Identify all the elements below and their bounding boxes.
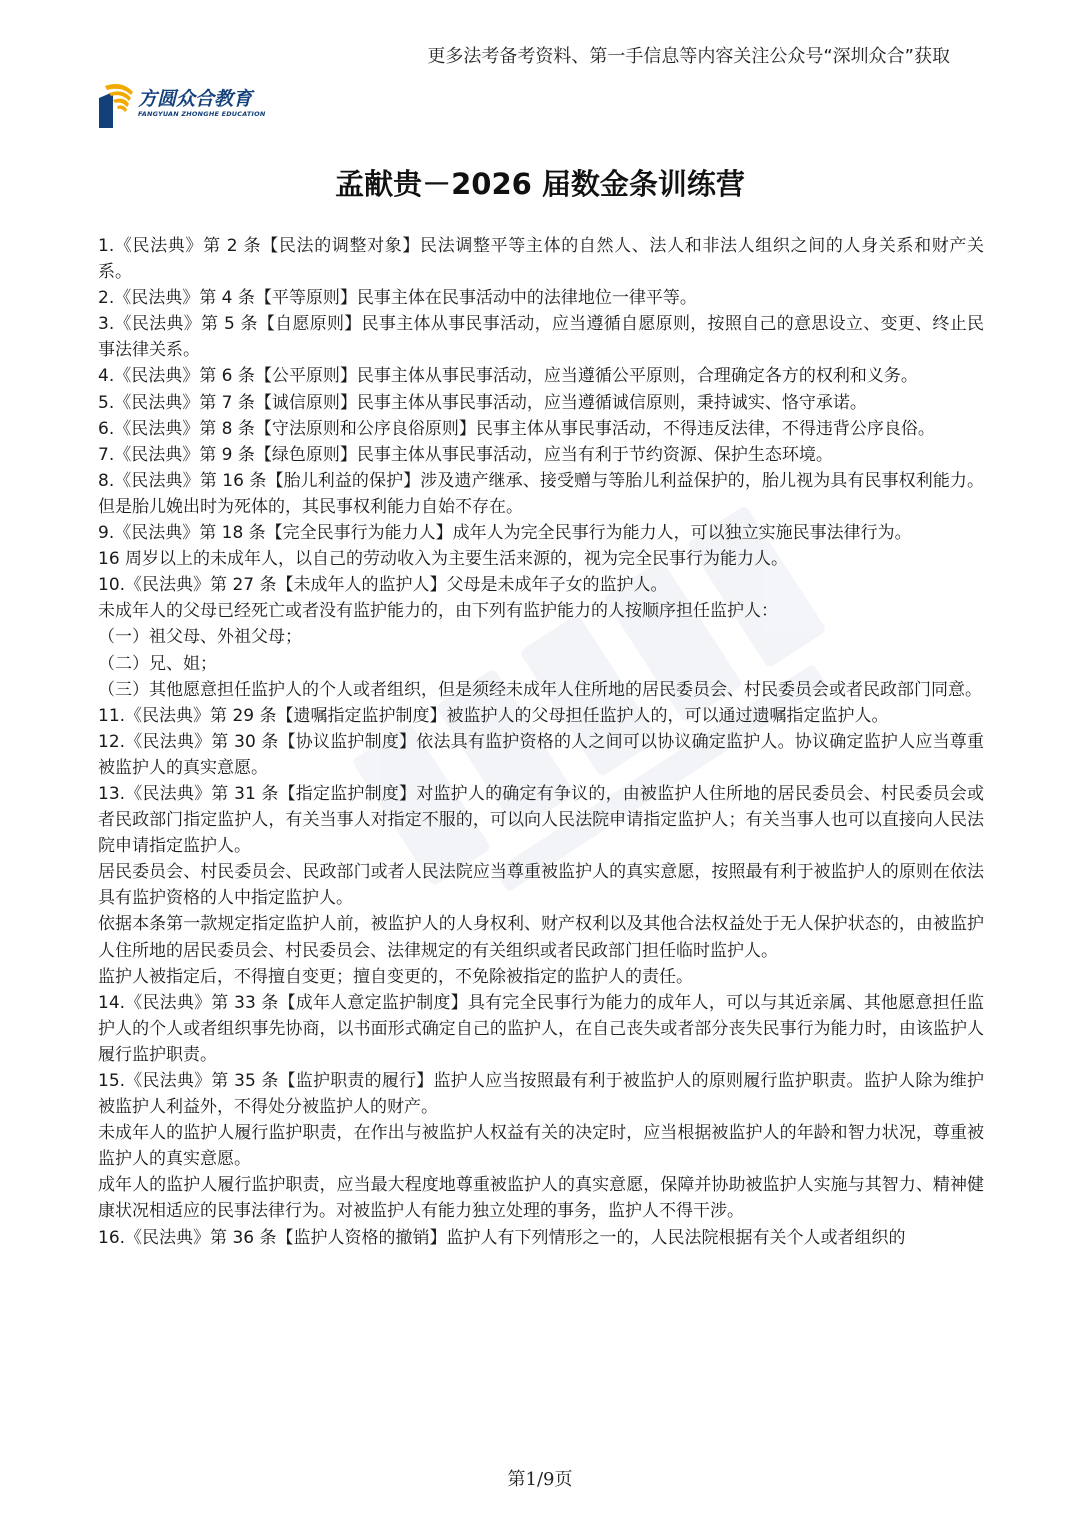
paragraph: 居民委员会、村民委员会、民政部门或者人民法院应当尊重被监护人的真实意愿，按照最有利于被监护人的原则在依法具有监护资格的人中指定监护人。 [98,862,984,909]
paragraph: 9.《民法典》第 18 条【完全民事行为能力人】成年人为完全民事行为能力人，可以独立实施民事法律行为。 [98,523,912,544]
paragraph: 8.《民法典》第 16 条【胎儿利益的保护】涉及遗产继承、接受赠与等胎儿利益保护的，胎儿视为具有民事权利能力。但是胎儿娩出时为死体的，其民事权利能力自始不存在。 [98,470,984,517]
page-title: 孟献贵－2026 届数金条训练营 [335,167,745,201]
paragraph: 13.《民法典》第 31 条【指定监护制度】对监护人的确定有争议的，由被监护人住所地的居民委员会、村民委员会或者民政部门指定监护人，有关当事人对指定不服的，可以向人民法院申请指定监护人；有关当事人也可以直接向人民法院申请指定监护人。 [98,783,984,857]
paragraph: （二）兄、姐； [98,653,217,674]
paragraph: 15.《民法典》第 35 条【监护职责的履行】监护人应当按照最有利于被监护人的原则履行监护职责。监护人除为维护被监护人利益外，不得处分被监护人的财产。 [98,1071,984,1118]
paragraph: 6.《民法典》第 8 条【守法原则和公序良俗原则】民事主体从事民事活动，不得违反法律，不得违背公序良俗。 [98,418,935,439]
paragraph: （一）祖父母、外祖父母； [98,627,302,648]
paragraph: 1.《民法典》第 2 条【民法的调整对象】民法调整平等主体的自然人、法人和非法人组织之间的人身关系和财产关系。 [98,236,984,283]
paragraph: 未成年人的父母已经死亡或者没有监护能力的，由下列有监护能力的人按顺序担任监护人： [98,601,778,622]
paragraph: 依据本条第一款规定指定监护人前，被监护人的人身权利、财产权利以及其他合法权益处于无人保护状态的，由被监护人住所地的居民委员会、村民委员会、法律规定的有关组织或者民政部门担任临时监护人。 [98,914,984,961]
paragraph: 7.《民法典》第 9 条【绿色原则】民事主体从事民事活动，应当有利于节约资源、保护生态环境。 [98,444,833,465]
paragraph: 5.《民法典》第 7 条【诚信原则】民事主体从事民事活动，应当遵循诚信原则，秉持诚实、恪守承诺。 [98,392,867,413]
paragraph: 10.《民法典》第 27 条【未成年人的监护人】父母是未成年子女的监护人。 [98,575,668,596]
fan-logo-icon [98,78,134,128]
logo-name-cn: 方圆众合教育 [138,88,253,110]
paragraph: 未成年人的监护人履行监护职责，在作出与被监护人权益有关的决定时，应当根据被监护人的年龄和智力状况，尊重被监护人的真实意愿。 [98,1123,984,1170]
logo-name-en: FANGYUAN ZHONGHE EDUCATION [138,110,266,118]
header-note: 更多法考备考资料、第一手信息等内容关注公众号“深圳众合”获取 [427,46,950,67]
paragraph: 11.《民法典》第 29 条【遗嘱指定监护制度】被监护人的父母担任监护人的，可以通过遗嘱指定监护人。 [98,705,889,726]
paragraph: 16.《民法典》第 36 条【监护人资格的撤销】监护人有下列情形之一的，人民法院根据有关个人或者组织的 [98,1227,906,1248]
paragraph: 监护人被指定后，不得擅自变更；擅自变更的，不免除被指定的监护人的责任。 [98,966,693,987]
paragraph: 14.《民法典》第 33 条【成年人意定监护制度】具有完全民事行为能力的成年人，可以与其近亲属、其他愿意担任监护人的个人或者组织事先协商，以书面形式确定自己的监护人，在自己丧失或者部分丧失民事行为能力时，由该监护人履行监护职责。 [98,992,984,1065]
paragraph: 12.《民法典》第 30 条【协议监护制度】依法具有监护资格的人之间可以协议确定监护人。协议确定监护人应当尊重被监护人的真实意愿。 [98,731,984,778]
logo [98,78,265,128]
paragraph: 3.《民法典》第 5 条【自愿原则】民事主体从事民事活动，应当遵循自愿原则，按照自己的意思设立、变更、终止民事法律关系。 [98,314,984,361]
paragraph: 2.《民法典》第 4 条【平等原则】民事主体在民事活动中的法律地位一律平等。 [98,288,697,309]
document-body [98,233,984,1251]
page-number: 第1/9页 [507,1469,573,1490]
paragraph: 成年人的监护人履行监护职责，应当最大程度地尊重被监护人的真实意愿，保障并协助被监护人实施与其智力、精神健康状况相适应的民事法律行为。对被监护人有能力独立处理的事务，监护人不得干涉。 [98,1175,984,1222]
paragraph: 4.《民法典》第 6 条【公平原则】民事主体从事民事活动，应当遵循公平原则，合理确定各方的权利和义务。 [98,366,918,387]
paragraph: 16 周岁以上的未成年人，以自己的劳动收入为主要生活来源的，视为完全民事行为能力人。 [98,549,789,570]
paragraph: （三）其他愿意担任监护人的个人或者组织，但是须经未成年人住所地的居民委员会、村民委员会或者民政部门同意。 [98,679,982,700]
